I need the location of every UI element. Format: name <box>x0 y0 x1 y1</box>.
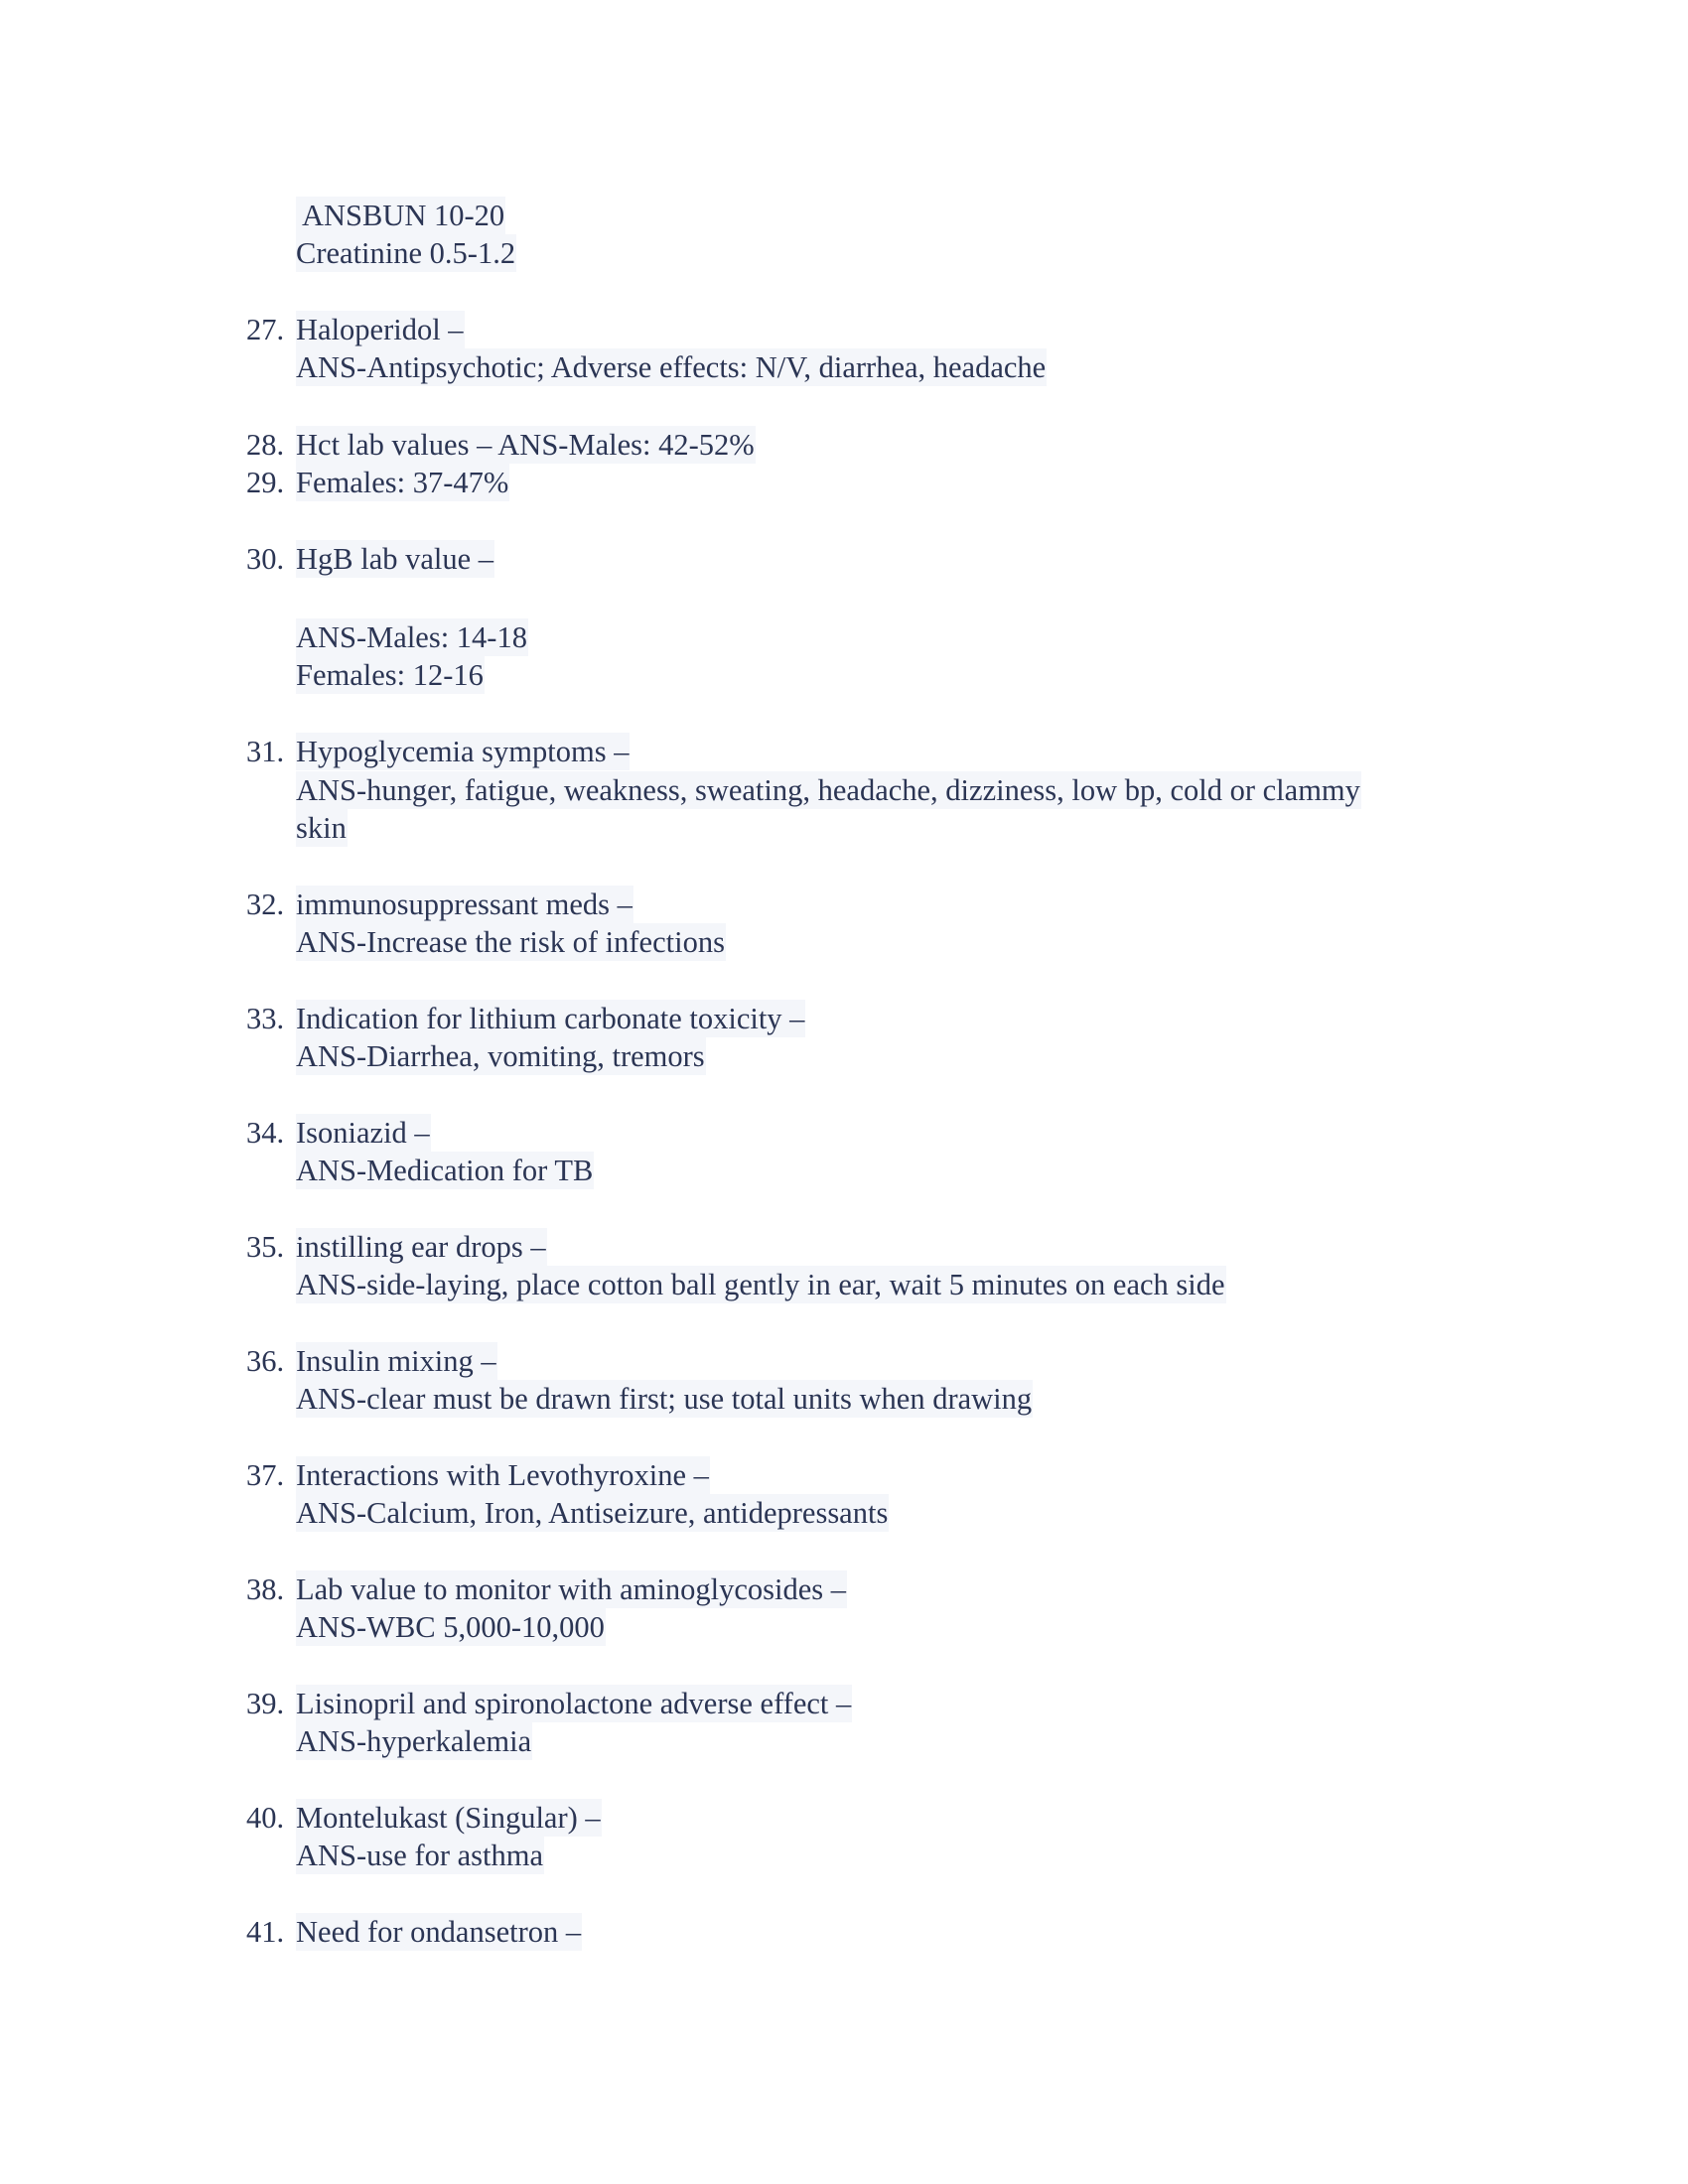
list-number: 38. <box>246 1572 285 1606</box>
document-line <box>0 1608 605 1646</box>
document-line <box>0 1722 532 1760</box>
line-text: Lisinopril and spironolactone adverse effect – <box>296 1687 852 1720</box>
document-line <box>0 618 527 656</box>
line-text: Indication for lithium carbonate toxicity – <box>296 1002 805 1035</box>
document-line <box>0 809 347 847</box>
line-text: ANS-Medication for TB <box>296 1154 594 1187</box>
document-line <box>0 1913 582 1951</box>
list-number: 36. <box>246 1344 285 1378</box>
document-line <box>0 733 630 770</box>
line-text: Interactions with Levothyroxine – <box>296 1458 709 1492</box>
document-line <box>0 1000 805 1037</box>
document-line <box>0 1837 544 1874</box>
list-number: 32. <box>246 887 285 921</box>
document-line <box>0 923 725 961</box>
line-text: ANS-hyperkalemia <box>296 1724 532 1758</box>
line-text: ANS-Calcium, Iron, Antiseizure, antidepressants <box>296 1496 889 1530</box>
list-number: 34. <box>246 1116 285 1150</box>
document-line <box>0 1685 852 1722</box>
list-number: 39. <box>246 1687 285 1720</box>
document-line <box>0 426 755 464</box>
document-line <box>0 1570 846 1608</box>
document-line <box>0 1152 594 1189</box>
list-number: 37. <box>246 1458 285 1492</box>
line-text: immunosuppressant meds – <box>296 887 633 921</box>
document-line <box>0 1456 709 1494</box>
list-number: 40. <box>246 1801 285 1835</box>
line-text: Females: 37-47% <box>296 466 509 499</box>
line-text: Hct lab values – ANS-Males: 42-52% <box>296 428 755 462</box>
line-text: Isoniazid – <box>296 1116 430 1150</box>
line-text: Insulin mixing – <box>296 1344 496 1378</box>
list-number: 29. <box>246 466 285 499</box>
line-text: Montelukast (Singular) – <box>296 1801 601 1835</box>
document-line <box>0 886 633 923</box>
line-text: ANS-Diarrhea, vomiting, tremors <box>296 1039 705 1073</box>
line-text: Lab value to monitor with aminoglycosides – <box>296 1572 846 1606</box>
document-line <box>0 1799 601 1837</box>
line-text: Need for ondansetron – <box>296 1915 582 1949</box>
line-text: Females: 12-16 <box>296 658 484 692</box>
line-text: Haloperidol – <box>296 313 464 346</box>
line-text: HgB lab value – <box>296 542 494 576</box>
document-line <box>0 540 494 578</box>
document-line <box>0 1228 546 1266</box>
document-line <box>0 1494 889 1532</box>
document-line <box>0 1037 705 1075</box>
document-line <box>0 311 464 348</box>
line-text: ANSBUN 10-20 <box>296 199 505 232</box>
document-line <box>0 771 1360 809</box>
document-line <box>0 234 516 272</box>
line-text: ANS-Males: 14-18 <box>296 620 527 654</box>
document-line <box>0 656 484 694</box>
list-number: 33. <box>246 1002 285 1035</box>
list-number: 35. <box>246 1230 285 1264</box>
list-number: 30. <box>246 542 285 576</box>
document-line <box>0 197 505 234</box>
line-text: ANS-clear must be drawn first; use total units when drawing <box>296 1382 1033 1416</box>
line-text: ANS-use for asthma <box>296 1839 544 1872</box>
line-text: ANS-side-laying, place cotton ball gently in ear, wait 5 minutes on each side <box>296 1268 1225 1301</box>
line-text: Hypoglycemia symptoms – <box>296 735 630 768</box>
line-text: ANS-Antipsychotic; Adverse effects: N/V, diarrhea, headache <box>296 350 1047 384</box>
list-number: 31. <box>246 735 285 768</box>
line-text: skin <box>296 811 347 845</box>
line-text: Creatinine 0.5-1.2 <box>296 236 516 270</box>
document-line <box>0 348 1047 386</box>
line-text: instilling ear drops – <box>296 1230 546 1264</box>
line-text: ANS-WBC 5,000-10,000 <box>296 1610 605 1644</box>
list-number: 27. <box>246 313 285 346</box>
document-line <box>0 464 509 501</box>
document-line <box>0 1114 430 1152</box>
line-text: ANS-Increase the risk of infections <box>296 925 725 959</box>
line-text: ANS-hunger, fatigue, weakness, sweating, headache, dizziness, low bp, cold or clammy <box>296 773 1360 807</box>
document-line <box>0 1266 1225 1303</box>
document-line <box>0 1342 496 1380</box>
list-number: 41. <box>246 1915 285 1949</box>
document-line <box>0 1380 1033 1418</box>
list-number: 28. <box>246 428 285 462</box>
